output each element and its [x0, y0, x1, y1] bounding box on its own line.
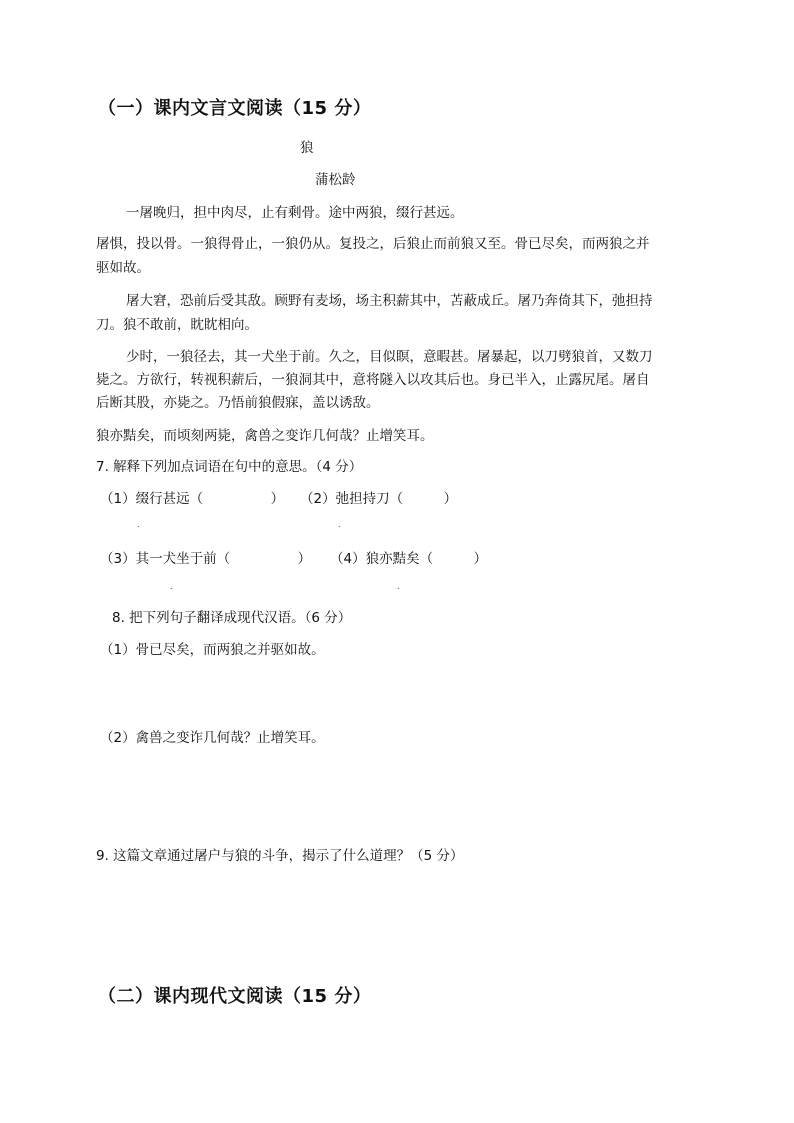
passage-line: 屠大窘，恐前后受其敌。顾野有麦场，场主积薪其中，苫蔽成丘。屠乃奔倚其下，弛担持: [126, 293, 653, 309]
passage-line: 一屠晚归，担中肉尽，止有剩骨。途中两狼，缀行甚远。: [126, 205, 464, 221]
emphasis-dot: .: [397, 582, 400, 591]
article-author: 蒲松龄: [315, 172, 356, 188]
q7-item-4: （4）狼亦黠矣（ ）: [330, 551, 488, 567]
emphasis-dot: .: [170, 582, 173, 591]
q8-item-2: （2）禽兽之变诈几何哉？止增笑耳。: [100, 730, 325, 746]
q8-item-1: （1）骨已尽矣，而两狼之并驱如故。: [100, 642, 325, 658]
q7-item-3: （3）其一犬坐于前（ ）: [100, 551, 312, 567]
passage-line: 少时，一狼径去，其一犬坐于前。久之，目似瞑，意暇甚。屠暴起，以刀劈狼首，又数刀: [126, 349, 653, 365]
emphasis-dot: .: [137, 520, 140, 529]
q9-stem: 9. 这篇文章通过屠户与狼的斗争，揭示了什么道理？（5 分）: [96, 848, 464, 864]
passage-line: 刀。狼不敢前，眈眈相向。: [96, 317, 258, 333]
q7-item-1: （1）缀行甚远（ ）: [100, 491, 285, 507]
emphasis-dot: .: [338, 520, 341, 529]
section2-heading: （二）课内现代文阅读（15 分）: [98, 986, 372, 1007]
article-title: 狼: [300, 140, 314, 156]
passage-line: 后断其股，亦毙之。乃悟前狼假寐，盖以诱敌。: [96, 395, 380, 411]
q8-stem: 8. 把下列句子翻译成现代汉语。（6 分）: [112, 610, 352, 626]
section1-heading: （一）课内文言文阅读（15 分）: [98, 98, 372, 119]
passage-line: 屠惧，投以骨。一狼得骨止，一狼仍从。复投之，后狼止而前狼又至。骨已尽矣，而两狼之并: [96, 236, 650, 252]
passage-line: 驱如故。: [96, 260, 150, 276]
passage-line: 狼亦黠矣，而顷刻两毙，禽兽之变诈几何哉？止增笑耳。: [96, 428, 434, 444]
passage-line: 毙之。方欲行，转视积薪后，一狼洞其中，意将隧入以攻其后也。身已半入，止露尻尾。屠自: [96, 372, 650, 388]
q7-item-2: （2）弛担持刀（ ）: [300, 491, 458, 507]
q7-stem: 7. 解释下列加点词语在句中的意思。（4 分）: [96, 459, 363, 475]
